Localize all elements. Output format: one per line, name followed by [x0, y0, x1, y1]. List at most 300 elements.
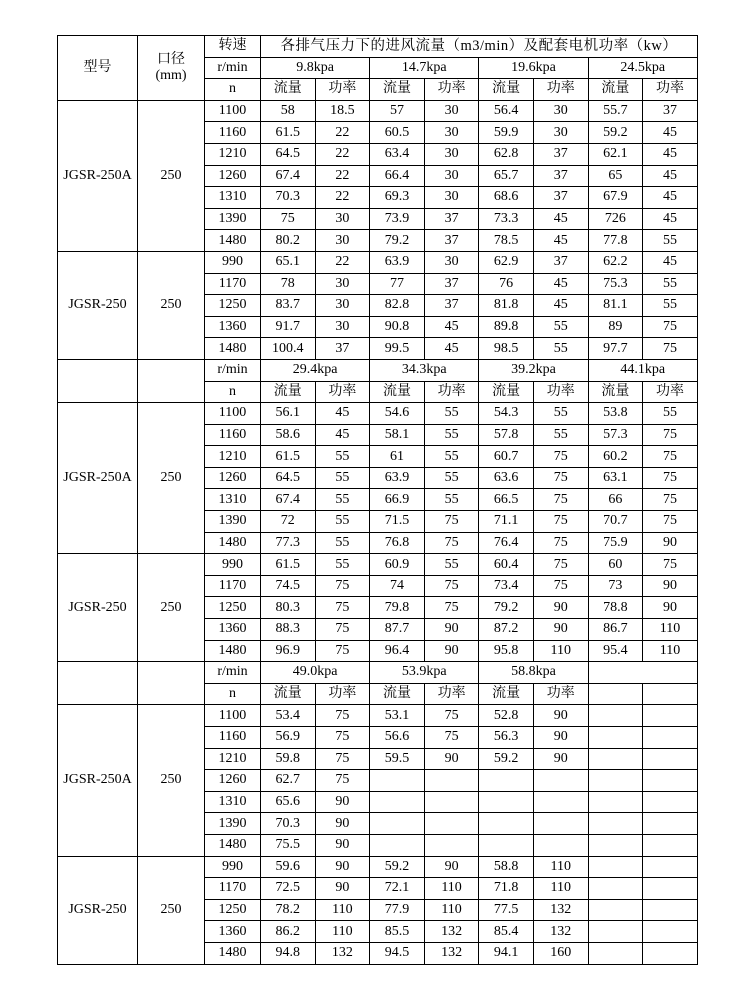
flow-subheader: 流量 — [479, 381, 534, 403]
flow-value-cell: 70.3 — [261, 813, 316, 835]
speed-cell: 1210 — [205, 446, 261, 468]
power-value-cell: 75 — [424, 575, 479, 597]
speed-cell: 1310 — [205, 791, 261, 813]
power-value-cell: 45 — [533, 295, 588, 317]
speed-cell: 1260 — [205, 770, 261, 792]
flow-value-cell: 61.5 — [261, 446, 316, 468]
power-value-cell — [424, 834, 479, 856]
flow-value-cell: 76.8 — [370, 532, 425, 554]
flow-value-cell: 78.2 — [261, 899, 316, 921]
flow-value-cell: 56.6 — [370, 727, 425, 749]
model-column-header: 型号 — [58, 36, 138, 101]
power-value-cell — [643, 770, 698, 792]
flow-subheader: 流量 — [588, 381, 643, 403]
flow-value-cell: 726 — [588, 208, 643, 230]
power-value-cell: 37 — [533, 251, 588, 273]
model-cell: JGSR-250A — [58, 403, 138, 554]
power-value-cell: 110 — [533, 640, 588, 662]
flow-value-cell: 59.2 — [370, 856, 425, 878]
flow-value-cell — [588, 813, 643, 835]
speed-cell: 1480 — [205, 532, 261, 554]
flow-value-cell: 75.9 — [588, 532, 643, 554]
power-value-cell: 55 — [533, 338, 588, 360]
power-value-cell: 75 — [533, 467, 588, 489]
power-value-cell: 45 — [315, 424, 370, 446]
flow-value-cell: 57.3 — [588, 424, 643, 446]
flow-value-cell: 59.8 — [261, 748, 316, 770]
flow-subheader: 流量 — [479, 683, 534, 705]
flow-value-cell: 63.4 — [370, 143, 425, 165]
flow-value-cell: 59.2 — [479, 748, 534, 770]
diameter-column-header: 口径 (mm) — [138, 36, 205, 101]
power-value-cell: 75 — [533, 532, 588, 554]
speed-cell: 1100 — [205, 705, 261, 727]
flow-subheader: 流量 — [261, 381, 316, 403]
power-value-cell: 30 — [424, 100, 479, 122]
power-value-cell: 30 — [533, 100, 588, 122]
flow-value-cell: 94.1 — [479, 942, 534, 964]
rpm-header: r/min — [205, 662, 261, 684]
power-value-cell — [643, 813, 698, 835]
flow-value-cell: 53.1 — [370, 705, 425, 727]
power-value-cell: 75 — [643, 554, 698, 576]
flow-value-cell: 94.8 — [261, 942, 316, 964]
power-value-cell — [643, 942, 698, 964]
power-value-cell: 55 — [315, 532, 370, 554]
flow-value-cell: 71.1 — [479, 511, 534, 533]
speed-cell: 1260 — [205, 467, 261, 489]
power-value-cell: 75 — [315, 705, 370, 727]
power-value-cell: 30 — [424, 187, 479, 209]
flow-value-cell: 72.5 — [261, 878, 316, 900]
flow-value-cell: 62.2 — [588, 251, 643, 273]
flow-value-cell: 59.6 — [261, 856, 316, 878]
flow-value-cell: 66.5 — [479, 489, 534, 511]
flow-value-cell: 65.7 — [479, 165, 534, 187]
power-value-cell: 90 — [315, 834, 370, 856]
power-value-cell: 75 — [533, 554, 588, 576]
flow-value-cell: 73.4 — [479, 575, 534, 597]
power-value-cell: 90 — [424, 640, 479, 662]
flow-value-cell — [479, 770, 534, 792]
power-value-cell — [643, 727, 698, 749]
power-value-cell: 90 — [424, 856, 479, 878]
power-value-cell: 110 — [533, 856, 588, 878]
flow-value-cell — [588, 748, 643, 770]
power-value-cell: 45 — [643, 122, 698, 144]
n-header: n — [205, 683, 261, 705]
flow-value-cell: 75.5 — [261, 834, 316, 856]
power-value-cell: 45 — [533, 273, 588, 295]
power-value-cell: 75 — [424, 532, 479, 554]
flow-value-cell: 61.5 — [261, 122, 316, 144]
pressure-header: 19.6kpa — [479, 57, 588, 79]
flow-value-cell: 78.8 — [588, 597, 643, 619]
power-value-cell: 37 — [643, 100, 698, 122]
power-value-cell: 30 — [424, 165, 479, 187]
power-value-cell: 90 — [424, 748, 479, 770]
flow-value-cell: 96.9 — [261, 640, 316, 662]
flow-value-cell: 82.8 — [370, 295, 425, 317]
diameter-cell: 250 — [138, 554, 205, 662]
pressure-header: 29.4kpa — [261, 359, 370, 381]
table-row — [58, 100, 698, 122]
table-row — [58, 856, 698, 878]
diameter-spacer-cell — [138, 359, 205, 402]
n-header: n — [205, 79, 261, 101]
power-value-cell: 75 — [643, 338, 698, 360]
power-value-cell: 22 — [315, 187, 370, 209]
flow-value-cell: 97.7 — [588, 338, 643, 360]
power-value-cell: 55 — [424, 446, 479, 468]
empty-subheader — [643, 683, 698, 705]
rpm-header: r/min — [205, 359, 261, 381]
flow-value-cell: 60.4 — [479, 554, 534, 576]
power-value-cell: 55 — [424, 554, 479, 576]
power-value-cell: 75 — [643, 316, 698, 338]
power-value-cell: 55 — [643, 295, 698, 317]
power-value-cell: 75 — [315, 575, 370, 597]
flow-value-cell — [479, 834, 534, 856]
flow-subheader: 流量 — [261, 683, 316, 705]
power-value-cell: 90 — [315, 878, 370, 900]
diameter-cell: 250 — [138, 705, 205, 856]
flow-value-cell: 73 — [588, 575, 643, 597]
power-value-cell: 75 — [643, 511, 698, 533]
speed-cell: 1250 — [205, 295, 261, 317]
power-value-cell: 90 — [533, 619, 588, 641]
flow-value-cell: 85.4 — [479, 921, 534, 943]
power-value-cell: 75 — [533, 575, 588, 597]
speed-cell: 1480 — [205, 338, 261, 360]
n-header: n — [205, 381, 261, 403]
power-value-cell: 22 — [315, 251, 370, 273]
flow-value-cell: 53.4 — [261, 705, 316, 727]
flow-value-cell — [588, 856, 643, 878]
flow-value-cell: 99.5 — [370, 338, 425, 360]
power-value-cell — [643, 705, 698, 727]
power-subheader: 功率 — [315, 381, 370, 403]
flow-value-cell: 79.8 — [370, 597, 425, 619]
flow-value-cell: 70.7 — [588, 511, 643, 533]
speed-cell: 990 — [205, 554, 261, 576]
power-value-cell — [424, 791, 479, 813]
table-row — [58, 403, 698, 425]
flow-value-cell: 75.3 — [588, 273, 643, 295]
power-value-cell — [643, 856, 698, 878]
power-value-cell: 22 — [315, 165, 370, 187]
speed-cell: 1480 — [205, 942, 261, 964]
power-value-cell: 75 — [533, 511, 588, 533]
power-value-cell: 75 — [424, 727, 479, 749]
power-value-cell: 55 — [424, 489, 479, 511]
power-value-cell: 45 — [424, 338, 479, 360]
flow-value-cell — [588, 727, 643, 749]
flow-value-cell: 67.4 — [261, 165, 316, 187]
flow-value-cell: 77.3 — [261, 532, 316, 554]
flow-value-cell: 72.1 — [370, 878, 425, 900]
flow-value-cell: 62.7 — [261, 770, 316, 792]
power-subheader: 功率 — [533, 381, 588, 403]
flow-value-cell: 60.9 — [370, 554, 425, 576]
power-value-cell: 160 — [533, 942, 588, 964]
power-value-cell: 55 — [315, 554, 370, 576]
power-value-cell: 55 — [643, 230, 698, 252]
power-value-cell: 75 — [533, 446, 588, 468]
power-subheader: 功率 — [643, 381, 698, 403]
flow-value-cell: 59.5 — [370, 748, 425, 770]
flow-value-cell: 78 — [261, 273, 316, 295]
flow-value-cell: 66.9 — [370, 489, 425, 511]
speed-cell: 1170 — [205, 575, 261, 597]
power-value-cell: 55 — [424, 424, 479, 446]
power-value-cell: 30 — [424, 122, 479, 144]
model-spacer-cell — [58, 662, 138, 705]
speed-cell: 1310 — [205, 489, 261, 511]
power-value-cell: 75 — [315, 727, 370, 749]
flow-value-cell: 57 — [370, 100, 425, 122]
power-value-cell: 30 — [533, 122, 588, 144]
pressure-header: 39.2kpa — [479, 359, 588, 381]
power-value-cell: 55 — [424, 403, 479, 425]
power-value-cell: 90 — [424, 619, 479, 641]
flow-value-cell: 94.5 — [370, 942, 425, 964]
speed-cell: 1170 — [205, 273, 261, 295]
flow-value-cell: 58 — [261, 100, 316, 122]
flow-value-cell: 59.2 — [588, 122, 643, 144]
power-value-cell: 110 — [424, 878, 479, 900]
spec-table-body — [58, 36, 698, 965]
flow-value-cell: 71.5 — [370, 511, 425, 533]
power-value-cell: 90 — [315, 856, 370, 878]
flow-value-cell: 56.3 — [479, 727, 534, 749]
power-value-cell: 132 — [424, 942, 479, 964]
speed-cell: 1390 — [205, 208, 261, 230]
speed-cell: 1160 — [205, 122, 261, 144]
power-value-cell: 90 — [533, 748, 588, 770]
power-value-cell: 30 — [315, 208, 370, 230]
flow-value-cell: 53.8 — [588, 403, 643, 425]
power-value-cell: 55 — [315, 446, 370, 468]
power-value-cell: 90 — [315, 791, 370, 813]
power-value-cell: 30 — [424, 143, 479, 165]
flow-value-cell — [588, 791, 643, 813]
power-value-cell: 75 — [424, 597, 479, 619]
flow-value-cell: 77.8 — [588, 230, 643, 252]
speed-cell: 990 — [205, 251, 261, 273]
flow-subheader: 流量 — [261, 79, 316, 101]
power-value-cell: 45 — [643, 187, 698, 209]
power-value-cell — [424, 770, 479, 792]
flow-value-cell: 69.3 — [370, 187, 425, 209]
power-value-cell: 55 — [533, 403, 588, 425]
power-value-cell: 75 — [315, 640, 370, 662]
speed-cell: 1250 — [205, 899, 261, 921]
power-value-cell: 75 — [533, 489, 588, 511]
power-value-cell: 55 — [643, 403, 698, 425]
power-value-cell: 75 — [643, 424, 698, 446]
flow-value-cell: 56.9 — [261, 727, 316, 749]
pressure-header: 44.1kpa — [588, 359, 697, 381]
diameter-cell: 250 — [138, 856, 205, 964]
speed-cell: 1160 — [205, 424, 261, 446]
power-value-cell: 37 — [424, 230, 479, 252]
flow-value-cell — [588, 705, 643, 727]
power-subheader: 功率 — [533, 79, 588, 101]
flow-value-cell: 77.9 — [370, 899, 425, 921]
flow-value-cell: 74.5 — [261, 575, 316, 597]
power-value-cell: 75 — [643, 489, 698, 511]
power-subheader: 功率 — [643, 79, 698, 101]
power-value-cell: 110 — [315, 899, 370, 921]
flow-value-cell: 58.8 — [479, 856, 534, 878]
flow-value-cell: 91.7 — [261, 316, 316, 338]
power-value-cell: 110 — [643, 640, 698, 662]
power-subheader: 功率 — [315, 79, 370, 101]
power-value-cell: 75 — [315, 770, 370, 792]
power-value-cell — [643, 748, 698, 770]
speed-cell: 1390 — [205, 511, 261, 533]
flow-value-cell: 85.5 — [370, 921, 425, 943]
power-value-cell: 90 — [533, 705, 588, 727]
model-spacer-cell — [58, 359, 138, 402]
flow-value-cell — [370, 770, 425, 792]
power-value-cell — [643, 899, 698, 921]
power-value-cell — [533, 834, 588, 856]
power-value-cell: 37 — [533, 165, 588, 187]
diameter-cell: 250 — [138, 251, 205, 359]
power-value-cell: 37 — [533, 143, 588, 165]
diameter-cell: 250 — [138, 100, 205, 251]
flow-value-cell: 95.8 — [479, 640, 534, 662]
flow-value-cell: 64.5 — [261, 143, 316, 165]
flow-value-cell: 74 — [370, 575, 425, 597]
power-value-cell: 132 — [533, 921, 588, 943]
rpm-header: r/min — [205, 57, 261, 79]
flow-value-cell: 89.8 — [479, 316, 534, 338]
power-subheader: 功率 — [533, 683, 588, 705]
flow-value-cell: 76 — [479, 273, 534, 295]
power-value-cell: 110 — [643, 619, 698, 641]
flow-value-cell: 66.4 — [370, 165, 425, 187]
power-value-cell: 110 — [533, 878, 588, 900]
flow-value-cell — [588, 878, 643, 900]
flow-value-cell: 54.6 — [370, 403, 425, 425]
diameter-cell: 250 — [138, 403, 205, 554]
flow-subheader: 流量 — [370, 381, 425, 403]
flow-value-cell: 68.6 — [479, 187, 534, 209]
speed-cell: 1260 — [205, 165, 261, 187]
flow-value-cell: 61.5 — [261, 554, 316, 576]
empty-pressure-header — [588, 662, 697, 684]
speed-cell: 1210 — [205, 143, 261, 165]
flow-value-cell: 90.8 — [370, 316, 425, 338]
table-row — [58, 251, 698, 273]
pressure-header: 24.5kpa — [588, 57, 697, 79]
power-value-cell: 55 — [533, 316, 588, 338]
flow-value-cell: 65.6 — [261, 791, 316, 813]
power-value-cell — [643, 834, 698, 856]
flow-value-cell: 64.5 — [261, 467, 316, 489]
pressure-header: 14.7kpa — [370, 57, 479, 79]
power-value-cell: 90 — [533, 597, 588, 619]
flow-subheader: 流量 — [370, 683, 425, 705]
flow-value-cell — [588, 770, 643, 792]
power-value-cell: 55 — [424, 467, 479, 489]
flow-value-cell: 63.1 — [588, 467, 643, 489]
speed-cell: 1480 — [205, 834, 261, 856]
power-value-cell: 55 — [533, 424, 588, 446]
power-value-cell: 75 — [315, 597, 370, 619]
flow-subheader: 流量 — [370, 79, 425, 101]
power-value-cell: 132 — [315, 942, 370, 964]
speed-cell: 1160 — [205, 727, 261, 749]
power-value-cell: 37 — [315, 338, 370, 360]
power-value-cell — [533, 770, 588, 792]
flow-value-cell: 100.4 — [261, 338, 316, 360]
power-value-cell: 55 — [315, 489, 370, 511]
speed-cell: 1360 — [205, 619, 261, 641]
speed-cell: 1210 — [205, 748, 261, 770]
power-subheader: 功率 — [424, 381, 479, 403]
empty-subheader — [588, 683, 643, 705]
power-value-cell: 37 — [424, 208, 479, 230]
power-value-cell — [643, 921, 698, 943]
flow-value-cell: 65.1 — [261, 251, 316, 273]
flow-value-cell: 79.2 — [479, 597, 534, 619]
flow-value-cell — [370, 813, 425, 835]
speed-cell: 1100 — [205, 403, 261, 425]
table-row — [58, 662, 698, 684]
flow-value-cell: 87.2 — [479, 619, 534, 641]
power-value-cell — [643, 791, 698, 813]
table-title: 各排气压力下的进风流量（m3/min）及配套电机功率（kw） — [261, 36, 698, 58]
model-cell: JGSR-250 — [58, 554, 138, 662]
power-value-cell: 110 — [424, 899, 479, 921]
flow-value-cell: 66 — [588, 489, 643, 511]
diameter-spacer-cell — [138, 662, 205, 705]
power-value-cell: 75 — [315, 748, 370, 770]
flow-value-cell: 79.2 — [370, 230, 425, 252]
power-value-cell: 45 — [424, 316, 479, 338]
power-value-cell: 75 — [424, 511, 479, 533]
flow-value-cell: 70.3 — [261, 187, 316, 209]
model-cell: JGSR-250A — [58, 100, 138, 251]
flow-value-cell: 67.4 — [261, 489, 316, 511]
flow-value-cell: 65 — [588, 165, 643, 187]
flow-value-cell: 86.2 — [261, 921, 316, 943]
flow-value-cell: 60.2 — [588, 446, 643, 468]
power-value-cell: 30 — [315, 316, 370, 338]
flow-value-cell: 62.9 — [479, 251, 534, 273]
power-value-cell: 90 — [643, 532, 698, 554]
speed-cell: 1360 — [205, 316, 261, 338]
flow-value-cell: 60.7 — [479, 446, 534, 468]
power-value-cell: 55 — [315, 467, 370, 489]
power-value-cell: 22 — [315, 122, 370, 144]
flow-value-cell: 59.9 — [479, 122, 534, 144]
speed-cell: 1250 — [205, 597, 261, 619]
power-value-cell: 30 — [424, 251, 479, 273]
speed-cell: 1480 — [205, 640, 261, 662]
speed-column-header: 转速 — [205, 36, 261, 58]
pressure-header: 58.8kpa — [479, 662, 588, 684]
speed-cell: 1360 — [205, 921, 261, 943]
flow-value-cell: 89 — [588, 316, 643, 338]
flow-value-cell: 87.7 — [370, 619, 425, 641]
power-value-cell: 45 — [315, 403, 370, 425]
table-row — [58, 705, 698, 727]
